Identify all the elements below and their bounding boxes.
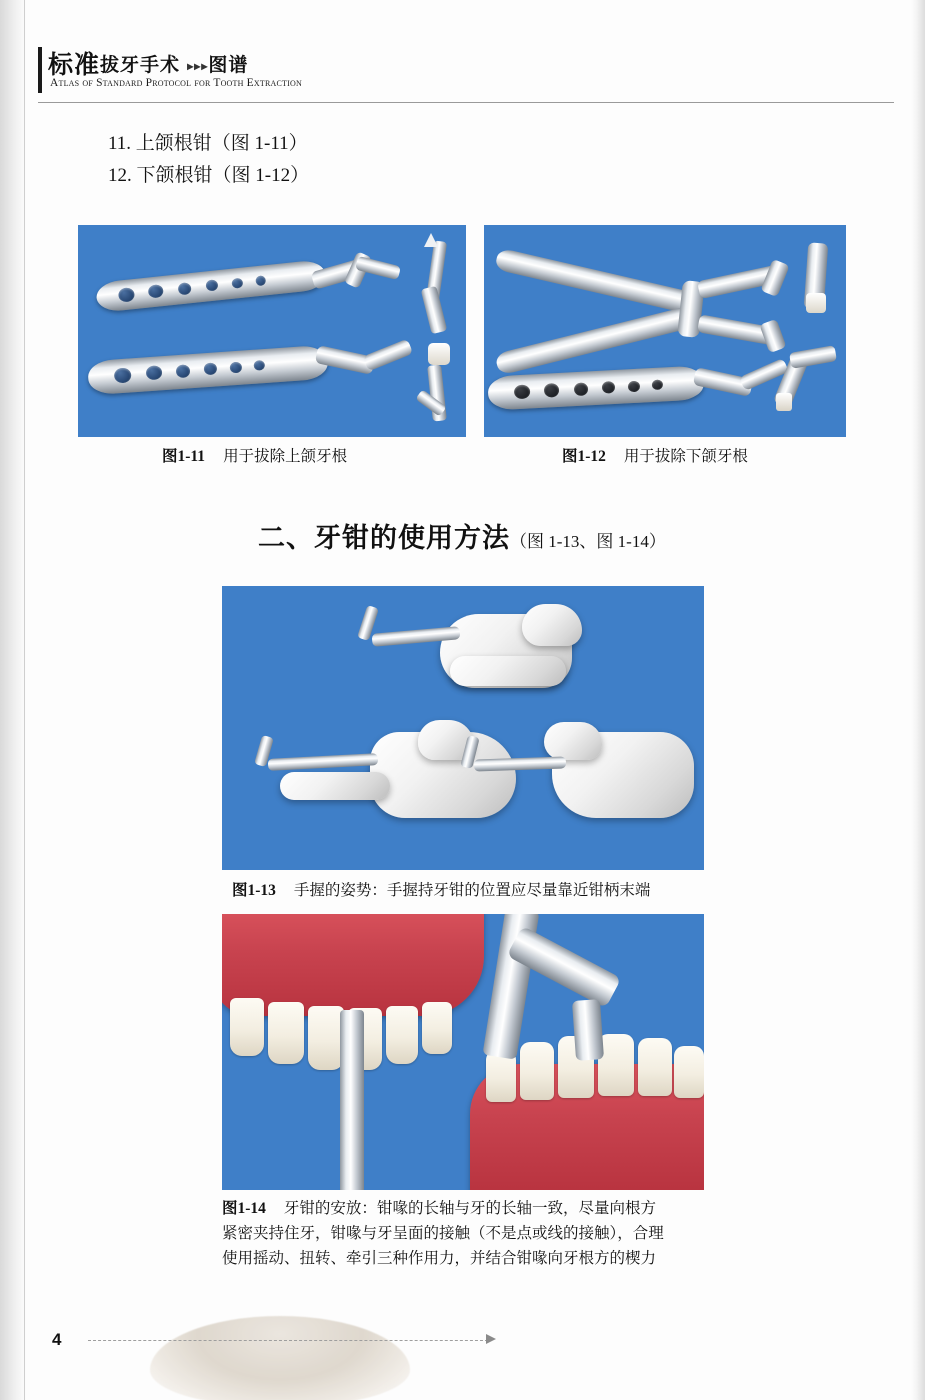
figure-1-14-caption-lead: 牙钳的安放： (283, 1200, 377, 1217)
figure-1-13-label: 图1-13 (232, 882, 276, 899)
handle-perforation (114, 367, 132, 383)
section-heading-main: 二、牙钳的使用方法 (258, 523, 510, 553)
tooth-root-detail (428, 343, 450, 365)
header-title-tail: 图谱 (208, 55, 249, 76)
handle-perforation (231, 278, 243, 289)
handle-perforation (176, 364, 191, 378)
figure-1-12-label: 图1-12 (562, 448, 606, 465)
instrument-list (108, 128, 309, 192)
tooth-root-detail (776, 393, 792, 411)
tooth (638, 1038, 672, 1096)
handle-perforation (652, 380, 664, 391)
figure-1-12-photo (484, 225, 846, 437)
header-divider (38, 102, 894, 103)
root-forceps-handle-mandibular (487, 365, 704, 410)
handle-perforation (255, 275, 266, 286)
handle-perforation (204, 362, 218, 375)
footer-dashed-rule (88, 1340, 488, 1341)
figure-1-13-caption-text: 手握的姿势：手握持牙钳的位置应尽量靠近钳柄末端 (293, 882, 651, 899)
root-forceps-handle-lower (87, 345, 329, 396)
forceps-shank-left (268, 753, 378, 771)
figure-1-11-photo (78, 225, 466, 437)
handle-perforation (148, 284, 164, 298)
tooth (308, 1006, 344, 1070)
tooth (674, 1046, 704, 1098)
section-heading (258, 516, 666, 555)
gloved-thumb-right (544, 722, 602, 760)
list-item-11: 11. 上颌根钳（图 1-11） (108, 133, 308, 154)
forceps-beak-on-tooth-right (572, 999, 604, 1061)
figure-1-11-caption (162, 444, 347, 466)
handle-perforation (544, 383, 560, 398)
decorative-skull-image (150, 1316, 410, 1400)
figure-1-14-caption-line-2: 紧密夹持住牙，钳喙与牙呈面的接触（不是点或线的接触），合理 (222, 1225, 664, 1242)
tooth (268, 1002, 304, 1064)
figure-1-14-caption-line-1: 钳喙的长轴与牙的长轴一致，尽量向根方 (376, 1200, 656, 1217)
beak-detail-mandibular-neck (789, 345, 837, 369)
handle-perforation (146, 365, 163, 380)
beak-detail-upper-curve (421, 286, 448, 335)
figure-1-14-caption (222, 1196, 742, 1271)
gloved-thumb-top (522, 604, 582, 646)
mandibular-forceps-arm-a (494, 248, 704, 317)
header-accent-bar (38, 47, 42, 93)
handle-perforation (178, 282, 192, 295)
triple-arrow-icon: ▸▸▸ (187, 59, 209, 73)
tooth (422, 1002, 452, 1054)
forceps-beak-lower (363, 339, 413, 372)
figure-1-13-caption (232, 878, 650, 900)
handle-perforation (118, 287, 135, 303)
handle-perforation (230, 362, 243, 374)
figure-1-11-caption-text: 用于拔除上颌牙根 (223, 448, 348, 465)
list-item-12: 12. 下颌根钳（图 1-12） (108, 165, 310, 186)
header-title-english: Atlas of Standard Protocol for Tooth Extraction (50, 77, 302, 89)
mandibular-forceps-arm-b (494, 304, 699, 375)
figure-1-13-photo (222, 586, 704, 870)
forceps-beak-tip-bottom (759, 319, 786, 353)
beak-detail-arrow-icon (424, 233, 438, 247)
handle-perforation (574, 382, 589, 396)
header-title-sub: 拔牙手术 (100, 55, 181, 76)
page-spine-edge (24, 0, 25, 1400)
header-title-chinese (48, 45, 248, 81)
gloved-fingers-top (450, 656, 566, 686)
forceps-beak-on-tooth-left (340, 1010, 364, 1190)
section-heading-sub: （图 1-13、图 1-14） (510, 532, 666, 551)
handle-perforation (253, 360, 265, 371)
page-number: 4 (52, 1330, 62, 1349)
tooth (520, 1042, 554, 1100)
handle-perforation (514, 384, 531, 399)
page-outer-edge (912, 0, 913, 1400)
footer-arrow-icon (486, 1334, 496, 1344)
header-title-main: 标准 (48, 52, 101, 79)
figure-1-11-label: 图1-11 (162, 448, 206, 465)
figure-1-14-caption-line-3: 使用摇动、扭转、牵引三种作用力，并结合钳喙向牙根方的楔力 (222, 1250, 657, 1267)
forceps-beak-tip-top (760, 259, 789, 297)
figure-1-12-caption (562, 444, 748, 466)
tooth (386, 1006, 418, 1064)
figure-1-12-caption-text: 用于拔除下颌牙根 (623, 448, 748, 465)
running-head (38, 45, 518, 101)
tooth-root-detail (806, 293, 826, 313)
root-forceps-handle-upper (95, 259, 327, 313)
gloved-fingers-left (280, 772, 390, 800)
figure-1-14-label: 图1-14 (222, 1200, 266, 1217)
handle-perforation (205, 279, 218, 291)
handle-perforation (628, 381, 641, 393)
tooth (598, 1034, 634, 1096)
tooth (230, 998, 264, 1056)
handle-perforation (602, 381, 616, 394)
figure-1-14-photo (222, 914, 704, 1190)
